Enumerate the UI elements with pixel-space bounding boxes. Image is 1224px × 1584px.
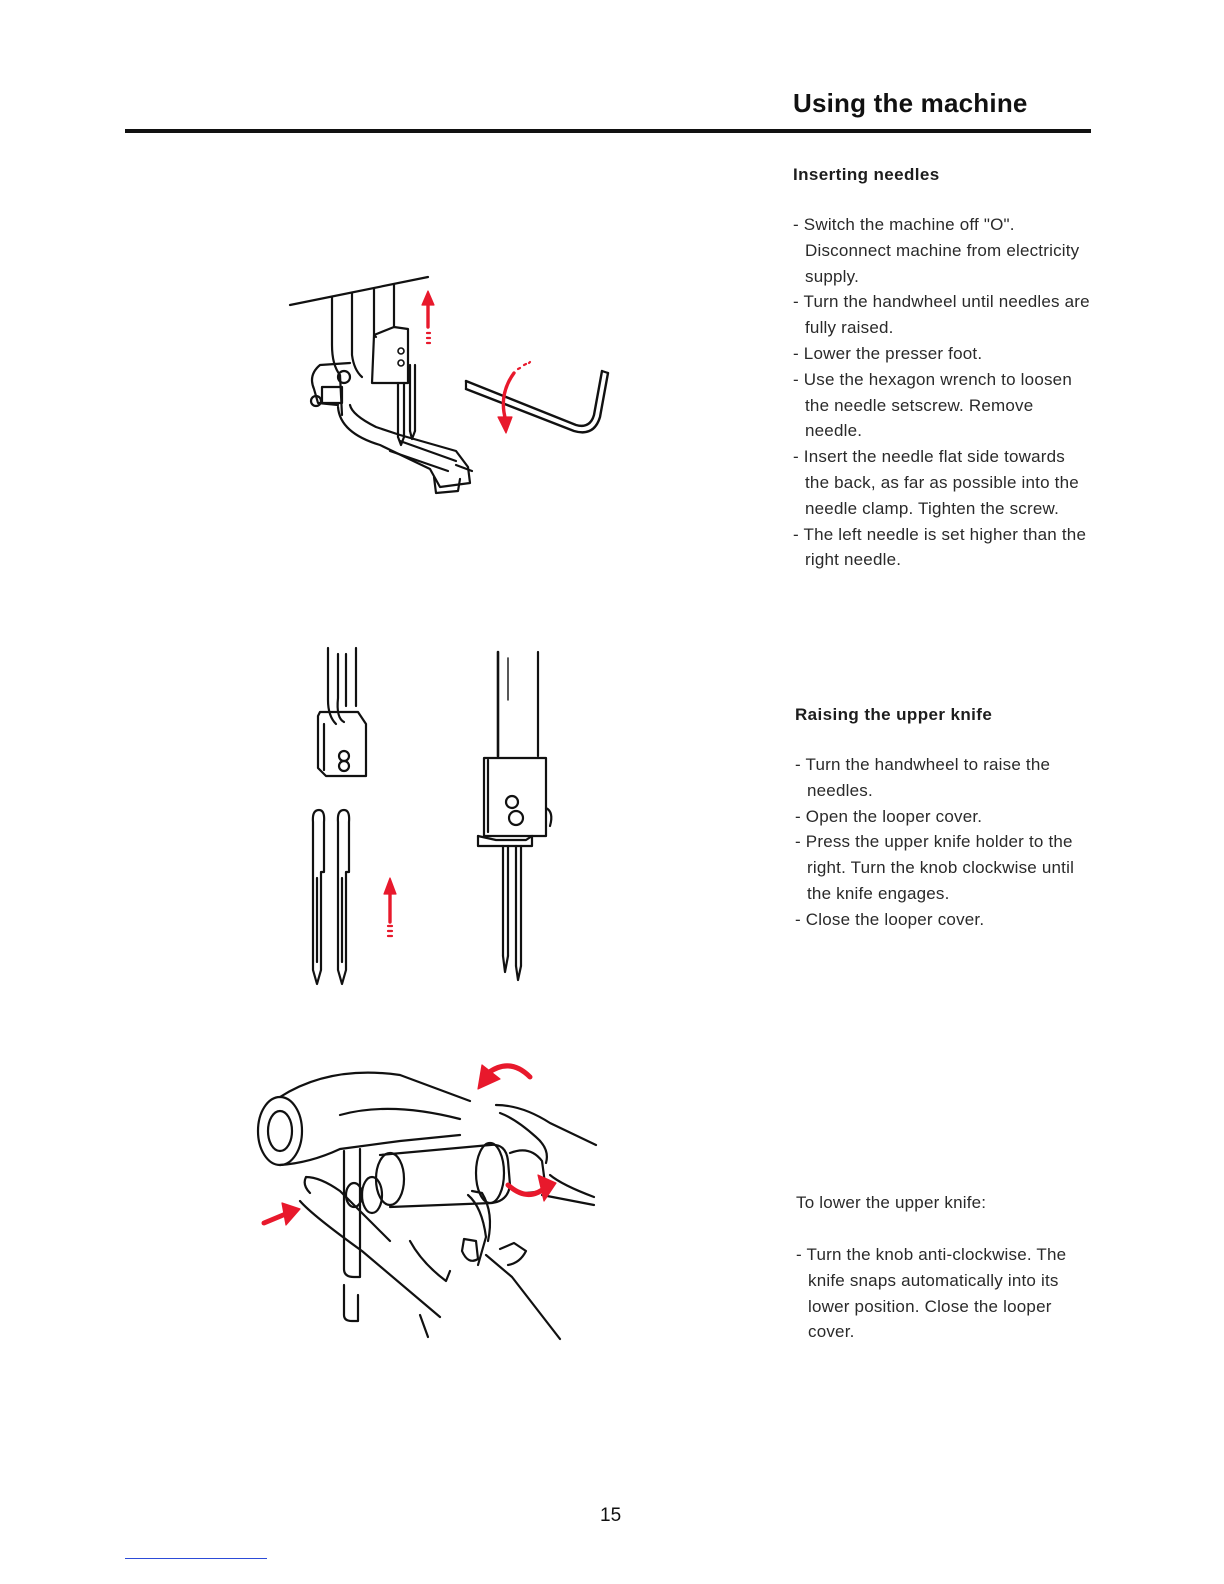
raising-knife-heading: Raising the upper knife bbox=[795, 705, 993, 724]
inserting-step-6: - The left needle is set higher than the right needle. bbox=[793, 522, 1093, 574]
inserting-needles-steps bbox=[793, 212, 1093, 573]
lowering-step-1: - Turn the knob anti-clockwise. The knife snaps automatically into its lower position. Close the looper cover. bbox=[796, 1242, 1086, 1345]
inserting-step-5: - Insert the needle flat side towards the back, as far as possible into the needle clamp. Tighten the screw. bbox=[793, 444, 1093, 521]
page-title: Using the machine bbox=[793, 88, 1028, 118]
inserting-step-4: - Use the hexagon wrench to loosen the needle setscrew. Remove needle. bbox=[793, 367, 1093, 444]
inserting-needles-heading: Inserting needles bbox=[793, 165, 940, 184]
upper-knife-holder-illustration bbox=[250, 1045, 610, 1345]
title-divider bbox=[125, 129, 1091, 133]
inserting-step-2: - Turn the handwheel until needles are fully raised. bbox=[793, 289, 1093, 341]
footer-rule bbox=[125, 1558, 267, 1559]
raising-knife-steps bbox=[795, 752, 1095, 933]
raising-step-3: - Press the upper knife holder to the right. Turn the knob clockwise until the knife engages. bbox=[795, 829, 1095, 906]
presser-foot-illustration bbox=[280, 265, 620, 505]
raising-step-2: - Open the looper cover. bbox=[795, 804, 1095, 830]
needle-clamp-illustration bbox=[300, 640, 570, 990]
lower-knife-intro: To lower the upper knife: bbox=[796, 1193, 987, 1212]
raising-step-4: - Close the looper cover. bbox=[795, 907, 1095, 933]
page-number: 15 bbox=[600, 1505, 622, 1526]
inserting-step-1: - Switch the machine off "O". Disconnect machine from electricity supply. bbox=[793, 212, 1093, 289]
inserting-step-3: - Lower the presser foot. bbox=[793, 341, 1093, 367]
lower-knife-steps bbox=[796, 1242, 1086, 1345]
raising-step-1: - Turn the handwheel to raise the needles. bbox=[795, 752, 1095, 804]
